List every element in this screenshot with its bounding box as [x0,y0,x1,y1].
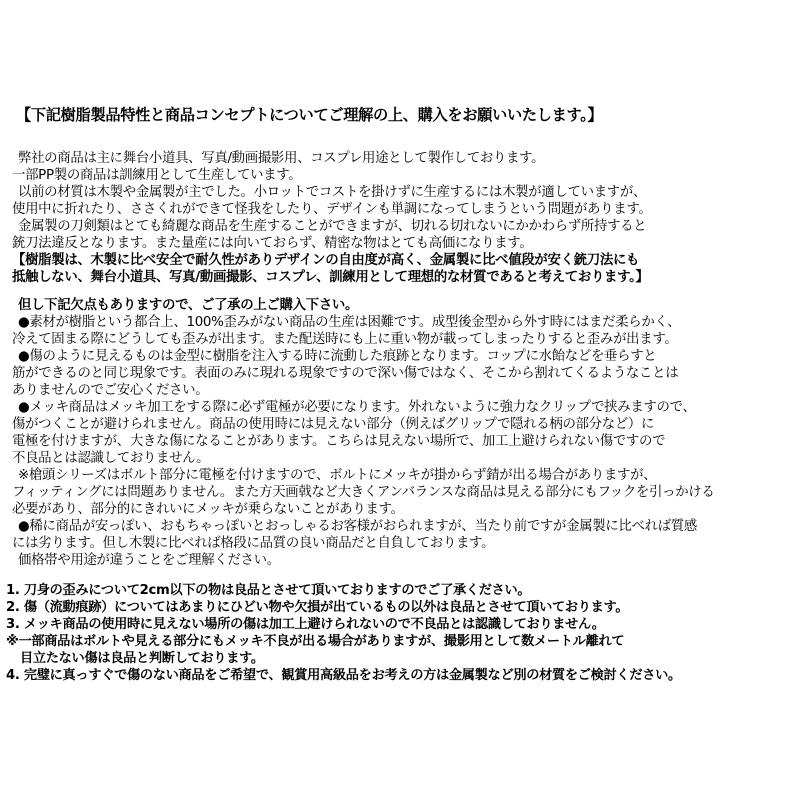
condition-line: 目立たない傷は良品と判断しております。 [20,651,264,666]
condition-line: 3. メッキ商品の使用時に見えない場所の傷は加工上避けられないので不良品とは認識しておりません。 [6,617,605,632]
caveat-line: ●傷のように見えるものは金型に樹脂を注入する時に流動した痕跡となります。コップに水飴などを垂らすと [18,349,657,364]
caveat-line: 冷えて固まる際にどうしても歪みが出ます。また配送時にも上に重い物が載ってしまったりすると歪みが出ます。 [12,332,678,347]
intro-line: 金属製の刀剣類はとても綺麗な商品を生産することができますが、切れる切れないにかかわらず所持すると [18,219,647,234]
intro-line: 銃刀法違反となります。また量産には向いておらず、精密な物はとても高価になります。 [12,236,533,251]
condition-line: 2. 傷（流動痕跡）についてはあまりにひどい物や欠損が出ているもの以外は良品とさせて頂いております。 [6,600,629,615]
caveat-line: には劣ります。但し木製に比べれば格段に品質の良い商品だと自負しております。 [12,536,495,551]
condition-line: 4. 完璧に真っすぐで傷のない商品をご希望で、観賞用高級品をお考えの方は金属製など別の材質をご検討ください。 [6,668,681,683]
caveat-line: 電極を付けますが、大きな傷になることがあります。こちらは見えない場所で、加工上避けられない傷ですので [12,434,666,449]
caveat-line: ●稀に商品が安っぽい、おもちゃっぽいとおっしゃるお客様がおられますが、当たり前ですが金属製に比べれば質感 [18,519,698,534]
caveat-line: 必要があり、部分的にきれいにメッキが乗らないことがあります。 [12,502,404,517]
condition-line: 1. 刀身の歪みについて2cm以下の物は良品とさせて頂いておりますのでご了承ください。 [6,583,531,598]
intro-line: 以前の材質は木製や金属製が主でした。小ロットでコストを掛けずに生産するには木製が適していますが、 [18,185,647,200]
caveat-line: 筋ができるのと同じ現象です。表面のみに現れる現象ですので深い傷ではなく、そこから割れてくるようなことは [12,366,679,381]
concept-line: 【樹脂製は、木製に比べ安全で耐久性がありデザインの自由度が高く、金属製に比べ値段が安く銃刀法にも [12,253,640,268]
intro-line: 弊社の商品は主に舞台小道具、写真/動画撮影用、コスプレ用途として製作しております。 [18,151,545,166]
caveat-line: 価格帯や用途が違うことをご理解ください。 [18,553,280,568]
caveat-line: 傷がつくことが避けられません。商品の使用時には見えない部分（例えばグリップで隠れる柄の部分など）に [12,417,655,432]
caveat-heading: 但し下記欠点もありますので、ご了承の上ご購入下さい。 [18,298,359,313]
notice-title: 【下記樹脂製品特性と商品コンセプトについてご理解の上、購入をお願いいたします。】 [16,106,603,124]
caveat-line: フィッティングには問題ありません。また方天画戟など大きくアンバランスな商品は見える部分にもフックを引っかける [12,485,715,500]
intro-line: 使用中に折れたり、ささくれができて怪我をしたり、デザインも単調になってしまうという問題があります。 [12,202,652,217]
caveat-line: ●メッキ商品はメッキ加工をする際に必ず電極が必要になります。外れないように強力なクリップで挟みますので、 [18,400,696,415]
caveat-line: ありませんのでご安心ください。 [12,383,209,398]
caveat-line: 不良品とは認識しておりません。 [12,451,210,466]
caveat-line: ※槍頭シリーズはボルト部分に電極を付けますので、ボルトにメッキが掛からず錆が出る場合がありますが、 [18,468,657,483]
intro-line: 一部PP製の商品は訓練用として生産しています。 [12,168,302,183]
caveat-line: ●素材が樹脂という都合上、100%歪みがない商品の生産は困難です。成型後金型から外す時にはまだ柔らかく、 [18,315,681,330]
concept-line: 抵触しない、舞台小道具、写真/動画撮影、コスプレ、訓練用として理想的な材質であると考えております。】 [12,270,649,285]
condition-line: ※一部商品はボルトや見える部分にもメッキ不良が出る場合がありますが、撮影用として数メートル離れて [6,634,625,649]
